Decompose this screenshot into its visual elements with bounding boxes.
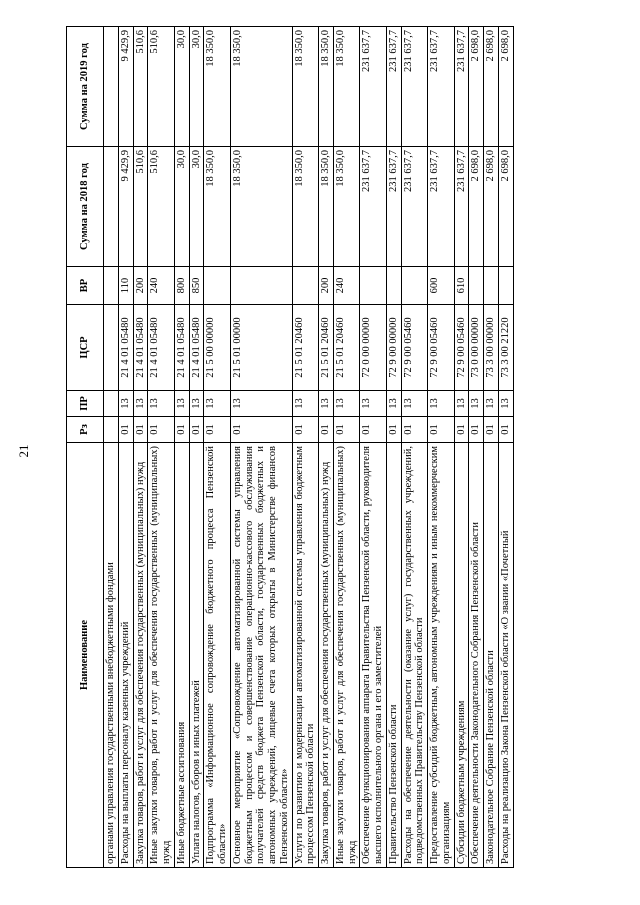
cell-name: Расходы на реализацию Закона Пензенской области «О звании «Почетный — [498, 443, 513, 868]
cell-vr: 110 — [118, 267, 133, 305]
table-row — [189, 27, 204, 868]
header-pr: ПР — [67, 391, 104, 417]
cell-sum-2018: 9 429,9 — [118, 147, 133, 267]
cell-sum-2018: 231 637,7 — [386, 147, 401, 267]
cell-pr: 13 — [292, 391, 319, 417]
cell-vr: 610 — [454, 267, 469, 305]
cell-vr — [360, 267, 387, 305]
table-row — [230, 27, 292, 868]
cell-vr — [401, 267, 428, 305]
cell-rz: 01 — [230, 417, 292, 443]
table-row — [104, 27, 119, 868]
cell-vr: 600 — [428, 267, 455, 305]
table-row — [386, 27, 401, 868]
cell-csr: 72 0 00 00000 — [360, 305, 387, 391]
cell-sum-2019: 18 350,0 — [292, 27, 319, 147]
cell-name: Основное мероприятие «Сопровождение автоматизированной системы управления бюджетным процессом и совершенствование операционно-кассового обслуживания получателей средств бюджета Пензенской области, государственных бюджетных и автономных учреждений, лицевые счета которых открыты в Министерстве финансов Пензенской области» — [230, 443, 292, 868]
cell-sum-2018: 231 637,7 — [360, 147, 387, 267]
cell-vr — [469, 267, 484, 305]
cell-pr: 13 — [148, 391, 175, 417]
cell-vr — [484, 267, 499, 305]
cell-vr — [104, 267, 119, 305]
cell-csr: 21 5 01 00000 — [230, 305, 292, 391]
cell-vr — [386, 267, 401, 305]
cell-sum-2019: 18 350,0 — [319, 27, 334, 147]
cell-vr: 800 — [174, 267, 189, 305]
cell-vr: 200 — [133, 267, 148, 305]
cell-csr: 21 5 01 20460 — [333, 305, 360, 391]
table-row — [360, 27, 387, 868]
table-row — [174, 27, 189, 868]
cell-sum-2019: 18 350,0 — [230, 27, 292, 147]
cell-csr: 21 4 01 05480 — [133, 305, 148, 391]
cell-name: Субсидии бюджетным учреждениям — [454, 443, 469, 868]
cell-name: Предоставление субсидий бюджетным, автономным учреждениям и иным некоммерческим организациям — [428, 443, 455, 868]
cell-rz: 01 — [386, 417, 401, 443]
cell-sum-2019: 9 429,9 — [118, 27, 133, 147]
cell-pr: 13 — [360, 391, 387, 417]
cell-name: Обеспечение деятельности Законодательного Собрания Пензенской области — [469, 443, 484, 868]
cell-pr: 13 — [230, 391, 292, 417]
cell-pr: 13 — [118, 391, 133, 417]
cell-sum-2018: 18 350,0 — [319, 147, 334, 267]
cell-csr: 21 4 01 05480 — [189, 305, 204, 391]
cell-sum-2018: 2 698,0 — [484, 147, 499, 267]
table-row — [333, 27, 360, 868]
cell-pr: 13 — [401, 391, 428, 417]
cell-sum-2019: 510,6 — [133, 27, 148, 147]
cell-sum-2019: 30,0 — [189, 27, 204, 147]
page-number: 21 — [16, 444, 31, 458]
cell-rz: 01 — [498, 417, 513, 443]
cell-rz: 01 — [133, 417, 148, 443]
cell-rz: 01 — [428, 417, 455, 443]
cell-rz: 01 — [360, 417, 387, 443]
cell-sum-2018: 231 637,7 — [428, 147, 455, 267]
table-row — [148, 27, 175, 868]
cell-sum-2019: 2 698,0 — [484, 27, 499, 147]
cell-pr: 13 — [333, 391, 360, 417]
table-row — [484, 27, 499, 868]
cell-name: Уплата налогов, сборов и иных платежей — [189, 443, 204, 868]
cell-rz: 01 — [454, 417, 469, 443]
cell-sum-2018: 231 637,7 — [454, 147, 469, 267]
table-row — [401, 27, 428, 868]
table-row — [292, 27, 319, 868]
header-vr: ВР — [67, 267, 104, 305]
cell-rz — [104, 417, 119, 443]
cell-pr: 13 — [189, 391, 204, 417]
cell-name: Расходы на выплаты персоналу казенных учреждений — [118, 443, 133, 868]
cell-pr: 13 — [133, 391, 148, 417]
cell-csr: 21 4 01 05480 — [118, 305, 133, 391]
cell-sum-2018: 18 350,0 — [230, 147, 292, 267]
cell-pr: 13 — [319, 391, 334, 417]
cell-name: Расходы на обеспечение деятельности (оказание услуг) государственных учреждений, подведомственных Правительству Пензенской области — [401, 443, 428, 868]
cell-csr: 72 9 00 05460 — [428, 305, 455, 391]
rotated-table-container — [66, 27, 612, 868]
cell-csr: 72 9 00 05460 — [401, 305, 428, 391]
table-row — [118, 27, 133, 868]
cell-vr — [292, 267, 319, 305]
cell-rz: 01 — [319, 417, 334, 443]
cell-sum-2019: 2 698,0 — [469, 27, 484, 147]
cell-vr: 200 — [319, 267, 334, 305]
cell-sum-2019: 231 637,7 — [360, 27, 387, 147]
cell-name: Иные бюджетные ассигнования — [174, 443, 189, 868]
cell-csr: 72 9 00 05460 — [454, 305, 469, 391]
cell-csr: 21 5 01 20460 — [292, 305, 319, 391]
cell-sum-2018: 510,6 — [133, 147, 148, 267]
cell-rz: 01 — [401, 417, 428, 443]
table-row — [133, 27, 148, 868]
cell-rz: 01 — [292, 417, 319, 443]
cell-name: Иные закупки товаров, работ и услуг для обеспечения государственных (муниципальных) нужд — [333, 443, 360, 868]
table-row — [469, 27, 484, 868]
cell-sum-2018: 30,0 — [189, 147, 204, 267]
cell-sum-2019: 231 637,7 — [428, 27, 455, 147]
cell-sum-2018: 510,6 — [148, 147, 175, 267]
table-row — [204, 27, 231, 868]
table-body — [104, 27, 514, 868]
cell-rz: 01 — [484, 417, 499, 443]
cell-csr: 21 5 01 20460 — [319, 305, 334, 391]
cell-vr: 240 — [148, 267, 175, 305]
cell-sum-2018: 231 637,7 — [401, 147, 428, 267]
table-row — [319, 27, 334, 868]
cell-pr: 13 — [174, 391, 189, 417]
cell-pr — [104, 391, 119, 417]
cell-name: Закупка товаров, работ и услуг для обеспечения государственных (муниципальных) нужд — [133, 443, 148, 868]
cell-pr: 13 — [386, 391, 401, 417]
cell-pr: 13 — [204, 391, 231, 417]
cell-pr: 13 — [484, 391, 499, 417]
header-sum-2018: Сумма на 2018 год — [67, 147, 104, 267]
cell-sum-2019: 18 350,0 — [333, 27, 360, 147]
cell-csr: 21 4 01 05480 — [148, 305, 175, 391]
cell-sum-2018: 2 698,0 — [469, 147, 484, 267]
cell-name: Правительство Пензенской области — [386, 443, 401, 868]
cell-rz: 01 — [469, 417, 484, 443]
cell-vr — [230, 267, 292, 305]
cell-name: Услуги по развитию и модернизации автоматизированной системы управления бюджетным процессом Пензенской области — [292, 443, 319, 868]
cell-sum-2018: 30,0 — [174, 147, 189, 267]
cell-csr: 73 3 00 21220 — [498, 305, 513, 391]
budget-table — [66, 26, 514, 868]
cell-rz: 01 — [148, 417, 175, 443]
cell-sum-2018 — [104, 147, 119, 267]
table-row — [428, 27, 455, 868]
table-row — [454, 27, 469, 868]
table-header-row — [67, 27, 104, 868]
cell-csr: 73 0 00 00000 — [469, 305, 484, 391]
cell-sum-2019: 510,6 — [148, 27, 175, 147]
cell-sum-2018: 18 350,0 — [333, 147, 360, 267]
cell-vr — [204, 267, 231, 305]
cell-rz: 01 — [204, 417, 231, 443]
cell-sum-2018: 18 350,0 — [204, 147, 231, 267]
cell-rz: 01 — [174, 417, 189, 443]
cell-vr — [498, 267, 513, 305]
cell-csr: 73 3 00 00000 — [484, 305, 499, 391]
cell-sum-2019: 231 637,7 — [401, 27, 428, 147]
cell-name: Закупка товаров, работ и услуг для обеспечения государственных (муниципальных) нужд — [319, 443, 334, 868]
cell-sum-2019: 231 637,7 — [386, 27, 401, 147]
cell-sum-2019 — [104, 27, 119, 147]
cell-sum-2018: 2 698,0 — [498, 147, 513, 267]
cell-name: Обеспечение функционирования аппарата Правительства Пензенской области, руководителя высшего исполнительного органа и его заместителей — [360, 443, 387, 868]
cell-name: Иные закупки товаров, работ и услуг для обеспечения государственных (муниципальных) нужд — [148, 443, 175, 868]
header-csr: ЦСР — [67, 305, 104, 391]
header-sum-2019: Сумма на 2019 год — [67, 27, 104, 147]
cell-pr: 13 — [498, 391, 513, 417]
cell-sum-2019: 30,0 — [174, 27, 189, 147]
cell-csr — [104, 305, 119, 391]
cell-rz: 01 — [118, 417, 133, 443]
cell-rz: 01 — [333, 417, 360, 443]
cell-sum-2019: 18 350,0 — [204, 27, 231, 147]
cell-name: Законодательное Собрание Пензенской области — [484, 443, 499, 868]
cell-pr: 13 — [469, 391, 484, 417]
cell-csr: 21 4 01 05480 — [174, 305, 189, 391]
header-rz: Рз — [67, 417, 104, 443]
cell-csr: 21 5 00 00000 — [204, 305, 231, 391]
cell-sum-2019: 231 637,7 — [454, 27, 469, 147]
table-row — [498, 27, 513, 868]
cell-rz: 01 — [189, 417, 204, 443]
cell-pr: 13 — [428, 391, 455, 417]
cell-name: органами управления государственными внебюджетными фондами — [104, 443, 119, 868]
cell-pr: 13 — [454, 391, 469, 417]
cell-name: Подпрограмма «Информационное сопровождение бюджетного процесса Пензенской области» — [204, 443, 231, 868]
cell-sum-2018: 18 350,0 — [292, 147, 319, 267]
cell-csr: 72 9 00 00000 — [386, 305, 401, 391]
cell-sum-2019: 2 698,0 — [498, 27, 513, 147]
cell-vr: 850 — [189, 267, 204, 305]
cell-vr: 240 — [333, 267, 360, 305]
header-name: Наименование — [67, 443, 104, 868]
